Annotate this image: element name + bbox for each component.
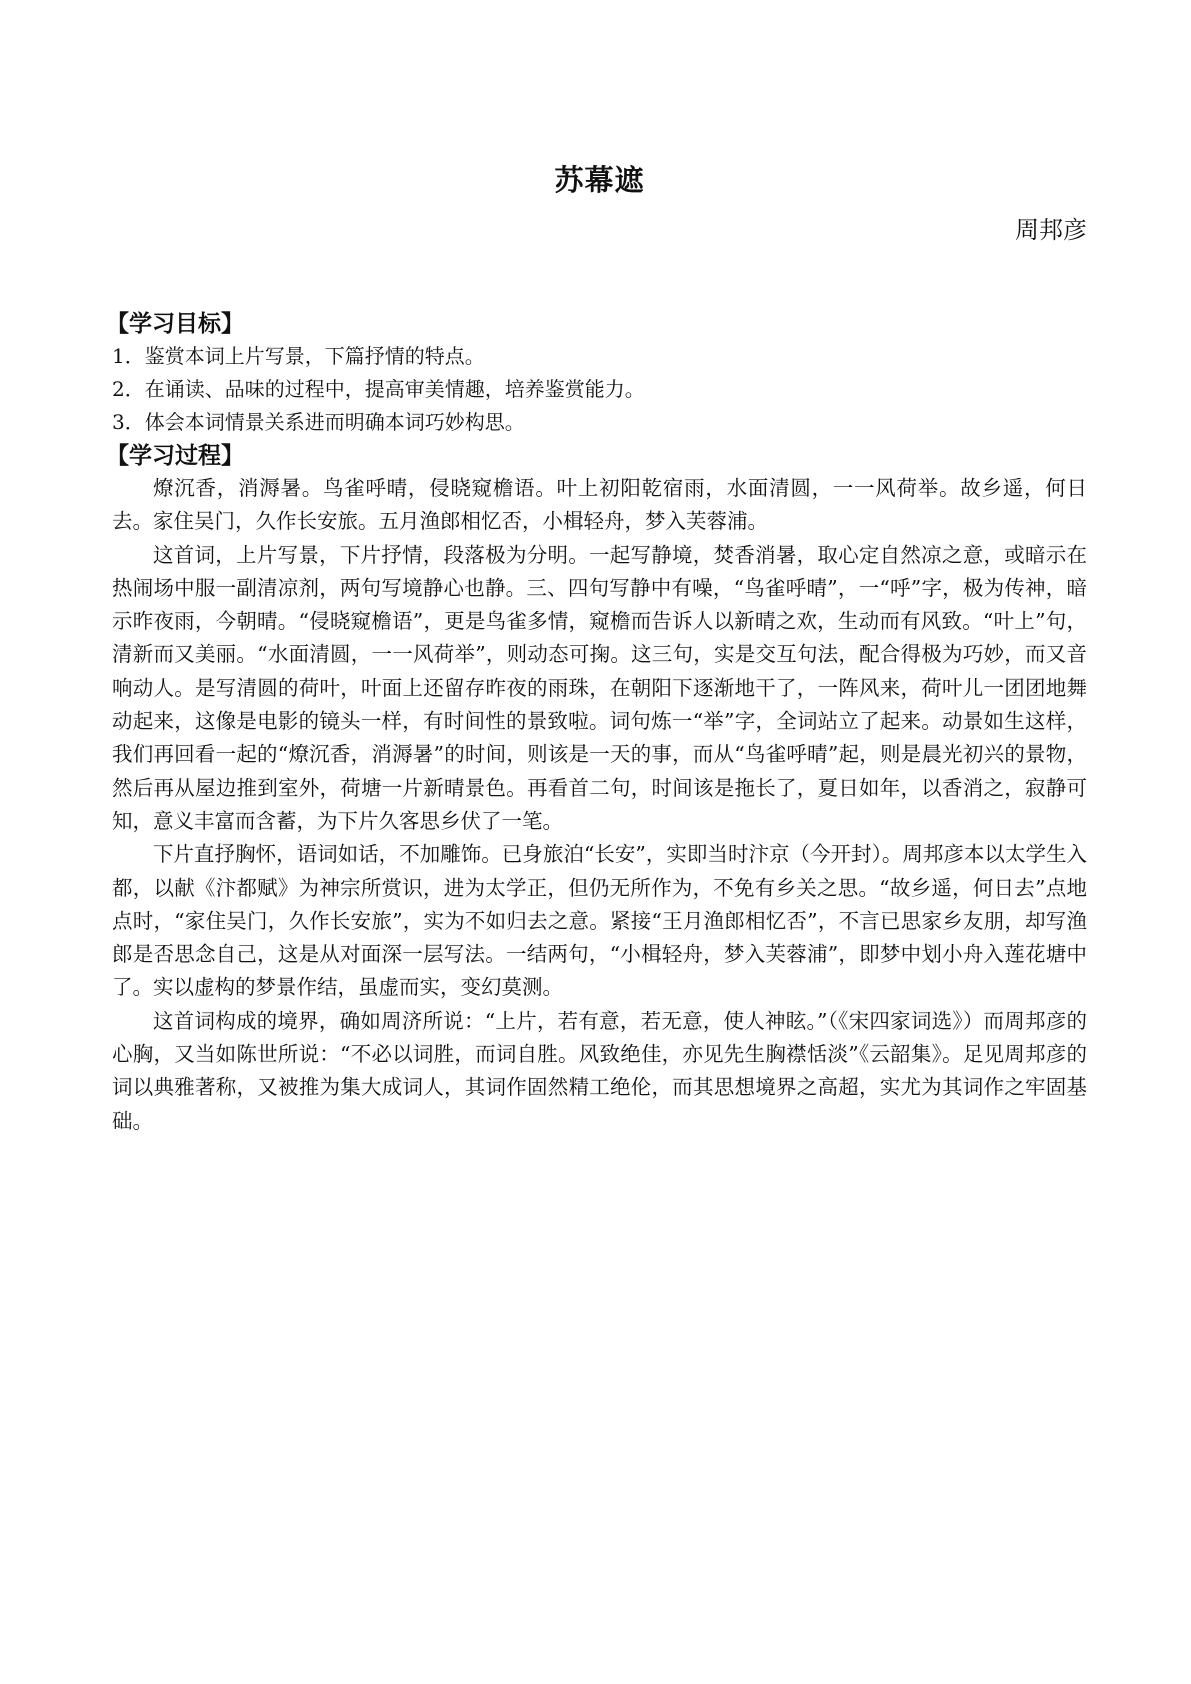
- page-title: 苏幕遮: [554, 163, 645, 197]
- poem-text-paragraph: 燎沉香，消溽暑。鸟雀呼晴，侵晓窥檐语。叶上初阳乾宿雨，水面清圆，一一风荷举。故乡遥，何日去。家住吴门，久作长安旅。五月渔郎相忆否，小楫轻舟，梦入芙蓉浦。: [112, 476, 1087, 534]
- document-body: [106, 307, 1087, 1138]
- goal-item: 3．体会本词情景关系进而明确本词巧妙构思。: [112, 410, 525, 434]
- author-name: 周邦彦: [1015, 216, 1087, 244]
- document-page: [106, 0, 1087, 1684]
- goal-item: 2．在诵读、品味的过程中，提高审美情趣，培养鉴赏能力。: [112, 377, 645, 401]
- analysis-paragraph-lower: 下片直抒胸怀，语词如话，不加雕饰。已身旅泊“长安”，实即当时汴京（今开封）。周邦彦本以太学生入都，以献《汴都赋》为神宗所赏识，进为太学正，但仍无所作为，不免有乡关之思。“故乡遥，何日去”点地点时，“家住吴门，久作长安旅”，实为不如归去之意。紧接“王月渔郎相忆否”，不言已思家乡友朋，却写渔郎是否思念自己，这是从对面深一层写法。一结两句，“小楫轻舟，梦入芙蓉浦”，即梦中划小舟入莲花塘中了。实以虚构的梦景作结，虽虚而实，变幻莫测。: [112, 842, 1087, 1000]
- goal-item: 1．鉴赏本词上片写景，下篇抒情的特点。: [112, 344, 485, 368]
- goals-heading: 【学习目标】: [106, 310, 244, 337]
- analysis-paragraph-conclusion: 这首词构成的境界，确如周济所说：“上片，若有意，若无意，使人神眩。”（《宋四家词选》）而周邦彦的心胸，又当如陈世所说：“不必以词胜，而词自胜。风致绝佳，亦见先生胸襟恬淡”《云韶集》。足见周邦彦的词以典雅著称，又被推为集大成词人，其词作固然精工绝伦，而其思想境界之高超，实尤为其词作之牢固基础。: [112, 1008, 1087, 1133]
- process-heading: 【学习过程】: [106, 442, 244, 469]
- analysis-paragraph-upper: 这首词，上片写景，下片抒情，段落极为分明。一起写静境，焚香消暑，取心定自然凉之意，或暗示在热闹场中服一副清凉剂，两句写境静心也静。三、四句写静中有噪，“鸟雀呼晴”，一“呼”字，极为传神，暗示昨夜雨，今朝晴。“侵晓窥檐语”，更是鸟雀多情，窥檐而告诉人以新晴之欢，生动而有风致。“叶上”句，清新而又美丽。“水面清圆，一一风荷举”，则动态可掬。这三句，实是交互句法，配合得极为巧妙，而又音响动人。是写清圆的荷叶，叶面上还留存昨夜的雨珠，在朝阳下逐渐地干了，一阵风来，荷叶儿一团团地舞动起来，这像是电影的镜头一样，有时间性的景致啦。词句炼一“举”字，全词站立了起来。动景如生这样，我们再回看一起的“燎沉香，消溽暑”的时间，则该是一天的事，而从“鸟雀呼晴”起，则是晨光初兴的景物，然后再从屋边推到室外，荷塘一片新晴景色。再看首二句，时间该是拖长了，夏日如年，以香消之，寂静可知，意义丰富而含蓄，为下片久客思乡伏了一笔。: [112, 542, 1087, 833]
